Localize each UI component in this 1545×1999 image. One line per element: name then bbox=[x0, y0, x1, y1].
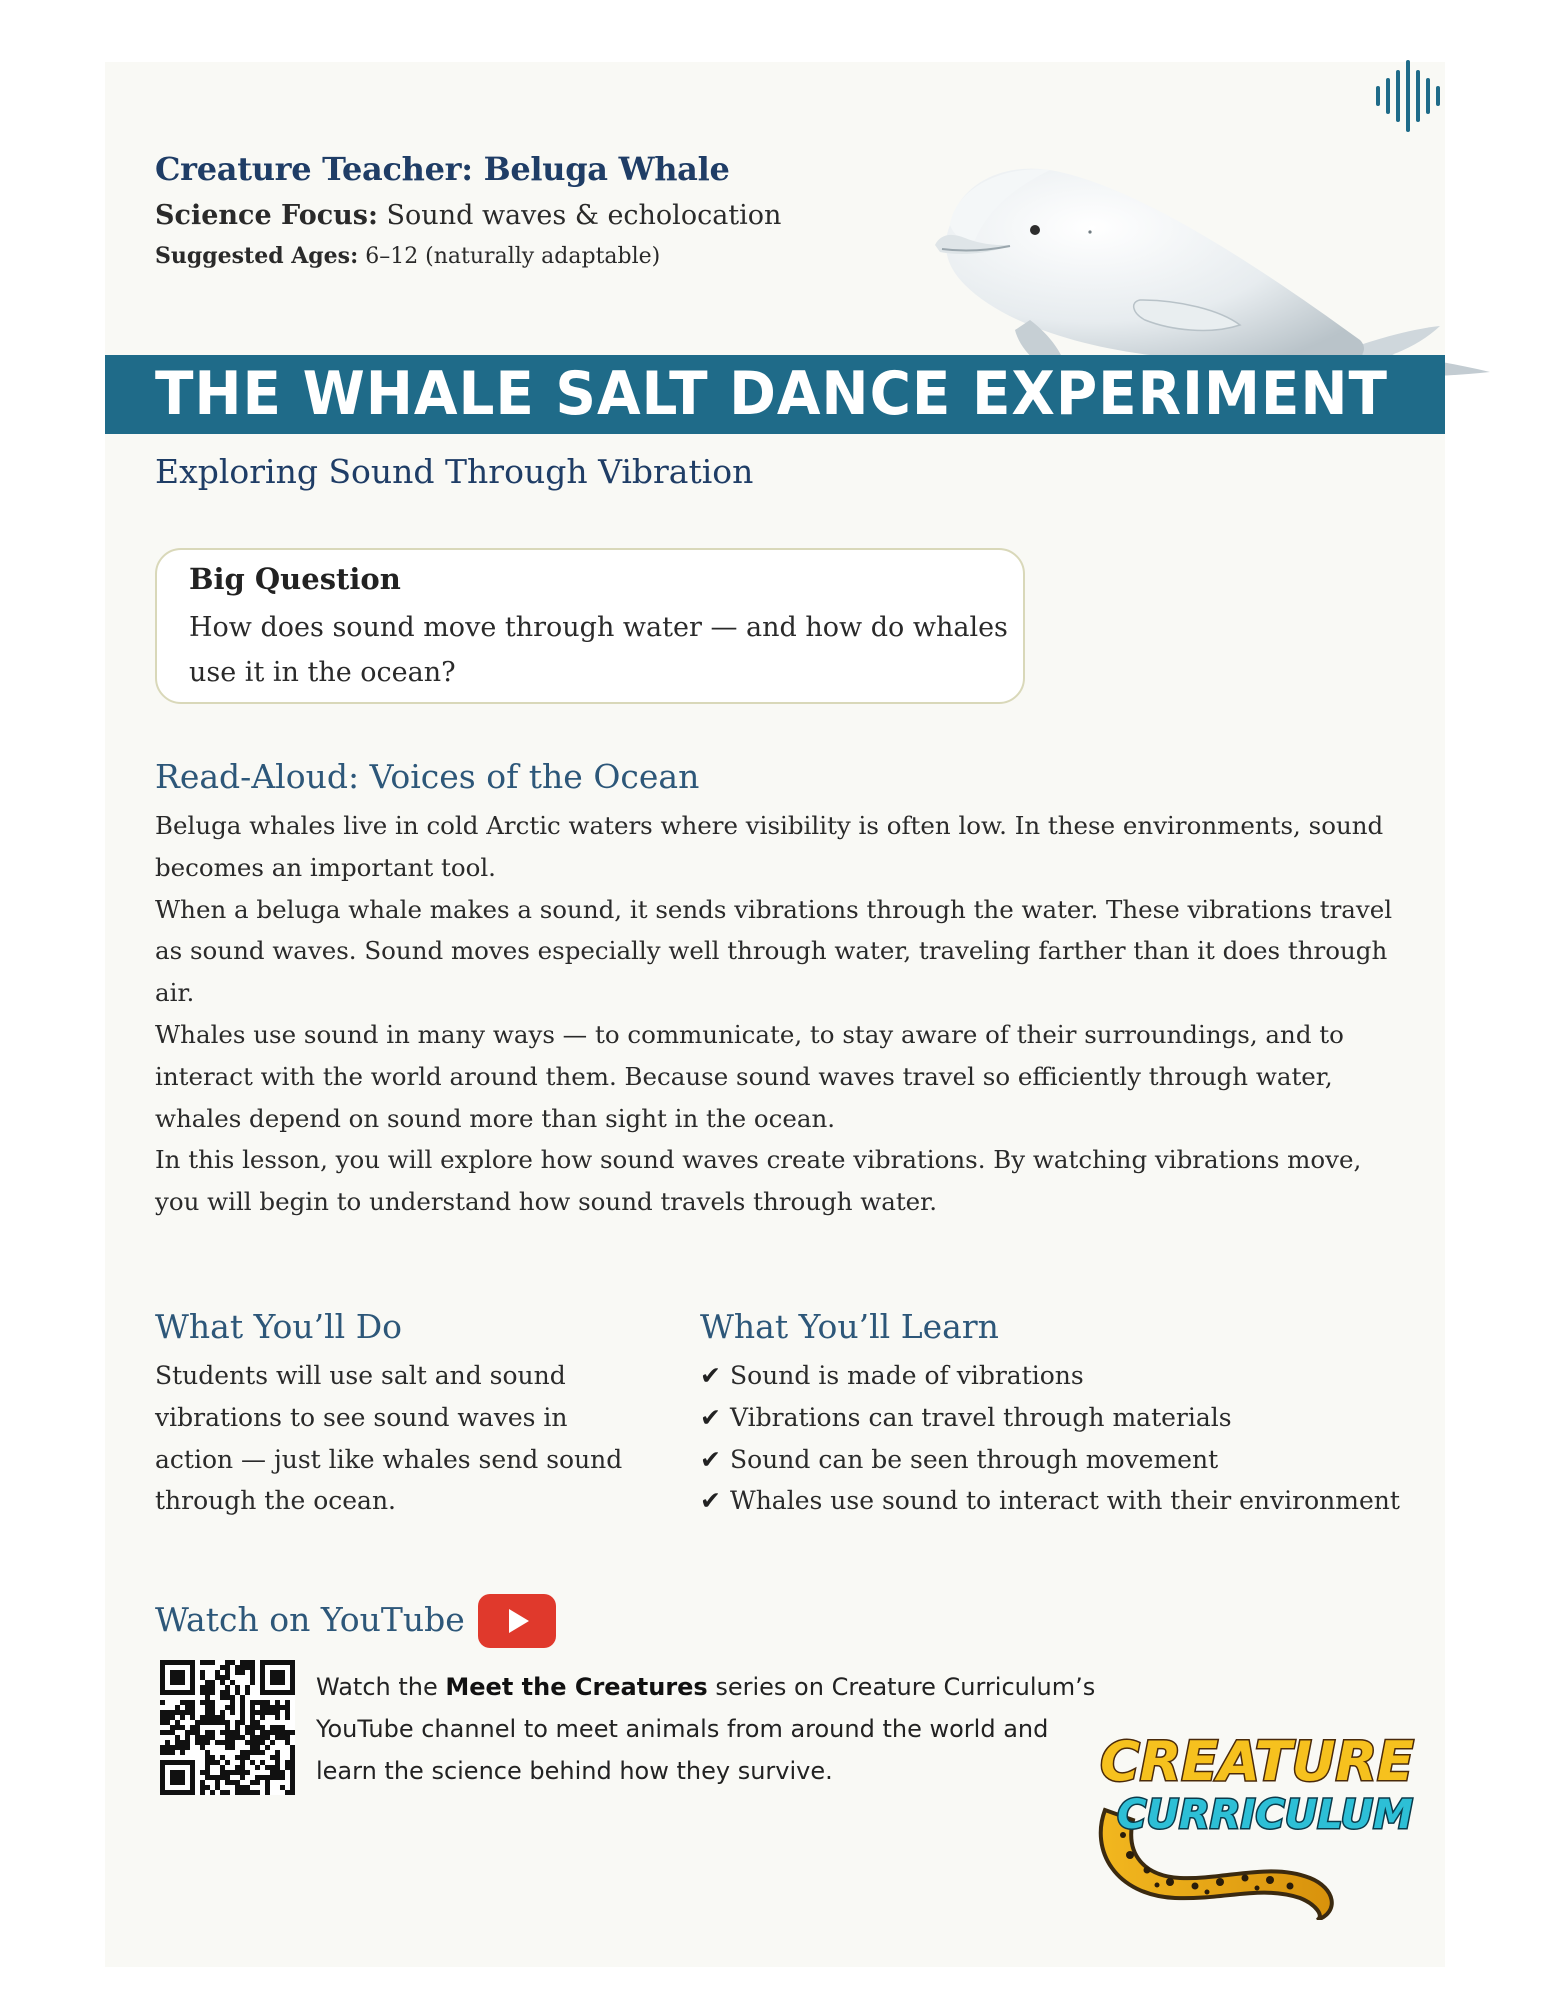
checkmark-icon: ✔ bbox=[700, 1486, 721, 1516]
read-aloud-paragraph: When a beluga whale makes a sound, it sends vibrations through the water. These vibrations travel as sound waves. Sound moves especially well through water, traveling farther than it does through air. bbox=[155, 894, 1393, 1008]
what-youll-do-text: Students will use salt and sound vibrations to see sound waves in action — just like whales send sound through the ocean. bbox=[155, 1361, 623, 1516]
page-subtitle: Exploring Sound Through Vibration bbox=[155, 452, 754, 491]
youtube-heading: Watch on YouTube bbox=[155, 1600, 465, 1639]
list-item bbox=[700, 1355, 1420, 1397]
checkmark-icon: ✔ bbox=[700, 1444, 721, 1474]
what-youll-learn-heading: What You’ll Learn bbox=[700, 1307, 999, 1346]
what-youll-do-heading: What You’ll Do bbox=[155, 1307, 403, 1346]
beluga-whale-illustration bbox=[920, 150, 1495, 390]
big-question-text: How does sound move through water — and how do whales use it in the ocean? bbox=[189, 612, 1008, 688]
play-icon bbox=[509, 1609, 529, 1633]
ages-value: 6–12 (naturally adaptable) bbox=[358, 244, 661, 269]
checkmark-icon: ✔ bbox=[700, 1361, 721, 1390]
science-focus-label: Science Focus: bbox=[155, 200, 378, 231]
read-aloud-paragraph: In this lesson, you will explore how sound waves create vibrations. By watching vibrations move, you will begin to understand how sound travels through water. bbox=[155, 1145, 1362, 1217]
youtube-button[interactable] bbox=[478, 1594, 556, 1648]
big-question-heading: Big Question bbox=[189, 562, 401, 596]
youtube-text-end: series on Creature Curriculum’s YouTube channel to meet animals from around the world and learn the science behind how they survive. bbox=[316, 1673, 1096, 1785]
list-item bbox=[700, 1480, 1420, 1522]
checkmark-icon: ✔ bbox=[700, 1402, 721, 1432]
learning-list bbox=[700, 1355, 1420, 1522]
creature-teacher-heading: Creature Teacher: Beluga Whale bbox=[155, 150, 730, 188]
read-aloud-paragraph: Whales use sound in many ways — to communicate, to stay aware of their surroundings, and to interact with the world around them. Because sound waves travel so efficiently through water, whales depend on sound more than sight in the ocean. bbox=[155, 1019, 1344, 1133]
read-aloud-paragraph: Beluga whales live in cold Arctic waters where visibility is often low. In these environments, sound becomes an important tool. bbox=[155, 811, 1384, 882]
logo-line-1: CREATURE bbox=[1100, 1730, 1414, 1793]
read-aloud-heading: Read-Aloud: Voices of the Ocean bbox=[155, 757, 700, 796]
list-item-text: Sound is made of vibrations bbox=[730, 1361, 1084, 1390]
list-item-text: Sound can be seen through movement bbox=[730, 1444, 1219, 1474]
list-item bbox=[700, 1397, 1420, 1439]
read-aloud-body bbox=[155, 805, 1395, 1223]
science-focus-line bbox=[155, 200, 781, 231]
science-focus-value: Sound waves & echolocation bbox=[377, 200, 782, 231]
list-item-text: Whales use sound to interact with their environment bbox=[730, 1486, 1400, 1516]
series-name: Meet the Creatures bbox=[445, 1673, 708, 1701]
sound-wave-icon bbox=[1373, 58, 1445, 134]
logo-line-2: CURRICULUM bbox=[1117, 1792, 1413, 1838]
ages-label: Suggested Ages: bbox=[155, 243, 359, 269]
list-item-text: Vibrations can travel through materials bbox=[730, 1402, 1232, 1432]
qr-code[interactable] bbox=[160, 1660, 295, 1795]
page-title: THE WHALE SALT DANCE EXPERIMENT bbox=[155, 359, 1388, 429]
suggested-ages-line bbox=[155, 243, 660, 269]
youtube-text-start: Watch the bbox=[316, 1673, 446, 1701]
list-item bbox=[700, 1439, 1420, 1481]
creature-curriculum-logo bbox=[1085, 1720, 1425, 1920]
youtube-description bbox=[316, 1667, 1106, 1792]
